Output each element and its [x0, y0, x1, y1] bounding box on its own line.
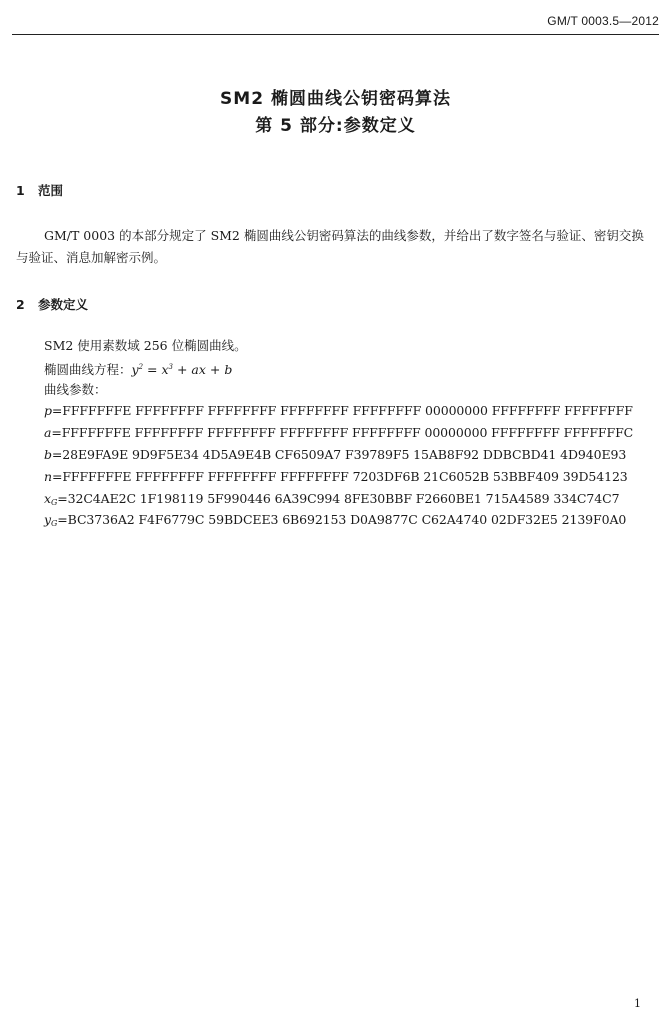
equals-sign: =	[51, 468, 63, 484]
param-line-b	[44, 444, 656, 466]
param-value: 32C4AE2C 1F198119 5F990446 6A39C994 8FE30BBF F2660BE1 715A4589 334C74C7	[67, 490, 620, 506]
section-1-title: 范围	[38, 183, 64, 198]
params-label: 曲线参数：	[44, 381, 107, 397]
param-name: p	[44, 403, 52, 419]
param-line-xg	[44, 488, 656, 510]
param-value: BC3736A2 F4F6779C 59BDCEE3 6B692153 D0A9877C C62A4740 02DF32E5 2139F0A0	[67, 512, 627, 528]
equals-sign: =	[51, 446, 63, 462]
page-number: 1	[634, 997, 641, 1010]
standard-code: GM/T 0003.5—2012	[547, 14, 659, 28]
header-rule	[12, 34, 659, 35]
equation-line	[44, 357, 656, 379]
param-line-n	[44, 466, 656, 488]
section-1-heading	[16, 181, 63, 199]
section-2-heading	[16, 295, 88, 313]
equals-sign: =	[57, 490, 68, 506]
equation-label: 椭圆曲线方程：	[44, 361, 132, 377]
param-value: FFFFFFFE FFFFFFFF FFFFFFFF FFFFFFFF FFFFFFFF 00000000 FFFFFFFF FFFFFFFC	[61, 425, 634, 441]
intro-line: SM2 使用素数域 256 位椭圆曲线。	[44, 338, 247, 353]
parameter-definitions	[44, 335, 656, 531]
section-1-paragraph: GM/T 0003 的本部分规定了 SM2 椭圆曲线公钥密码算法的曲线参数，并给出了数字签名与验证、密钥交换与验证、消息加解密示例。	[16, 228, 644, 265]
param-name: x	[44, 490, 51, 506]
param-value: FFFFFFFE FFFFFFFF FFFFFFFF FFFFFFFF FFFFFFFF 00000000 FFFFFFFF FFFFFFFF	[62, 403, 633, 419]
param-name: y	[44, 512, 51, 528]
document-subtitle: 第 5 部分:参数定义	[255, 116, 416, 136]
param-lines	[44, 400, 656, 531]
param-subscript: G	[50, 519, 58, 529]
param-value: 28E9FA9E 9D9F5E34 4D5A9E4B CF6509A7 F39789F5 15AB8F92 DDBCBD41 4D940E93	[62, 446, 627, 462]
param-line-p	[44, 400, 656, 422]
param-name: n	[44, 468, 52, 484]
section-1-number: 1	[16, 183, 25, 198]
equals-sign: =	[51, 403, 63, 419]
param-value: FFFFFFFE FFFFFFFF FFFFFFFF FFFFFFFF 7203DF6B 21C6052B 53BBF409 39D54123	[62, 468, 628, 484]
title-block	[0, 86, 671, 140]
param-subscript: G	[50, 497, 58, 507]
section-2-title: 参数定义	[38, 297, 89, 312]
param-name: b	[44, 446, 52, 462]
curve-equation: $y^2 = x^3$ + ax + b	[131, 361, 233, 377]
param-line-yg	[44, 509, 656, 531]
equals-sign: =	[57, 512, 68, 528]
param-name: a	[44, 425, 52, 441]
param-line-a	[44, 422, 656, 444]
equals-sign: =	[51, 425, 62, 441]
section-2-number: 2	[16, 297, 25, 312]
document-title: SM2 椭圆曲线公钥密码算法	[220, 89, 451, 109]
